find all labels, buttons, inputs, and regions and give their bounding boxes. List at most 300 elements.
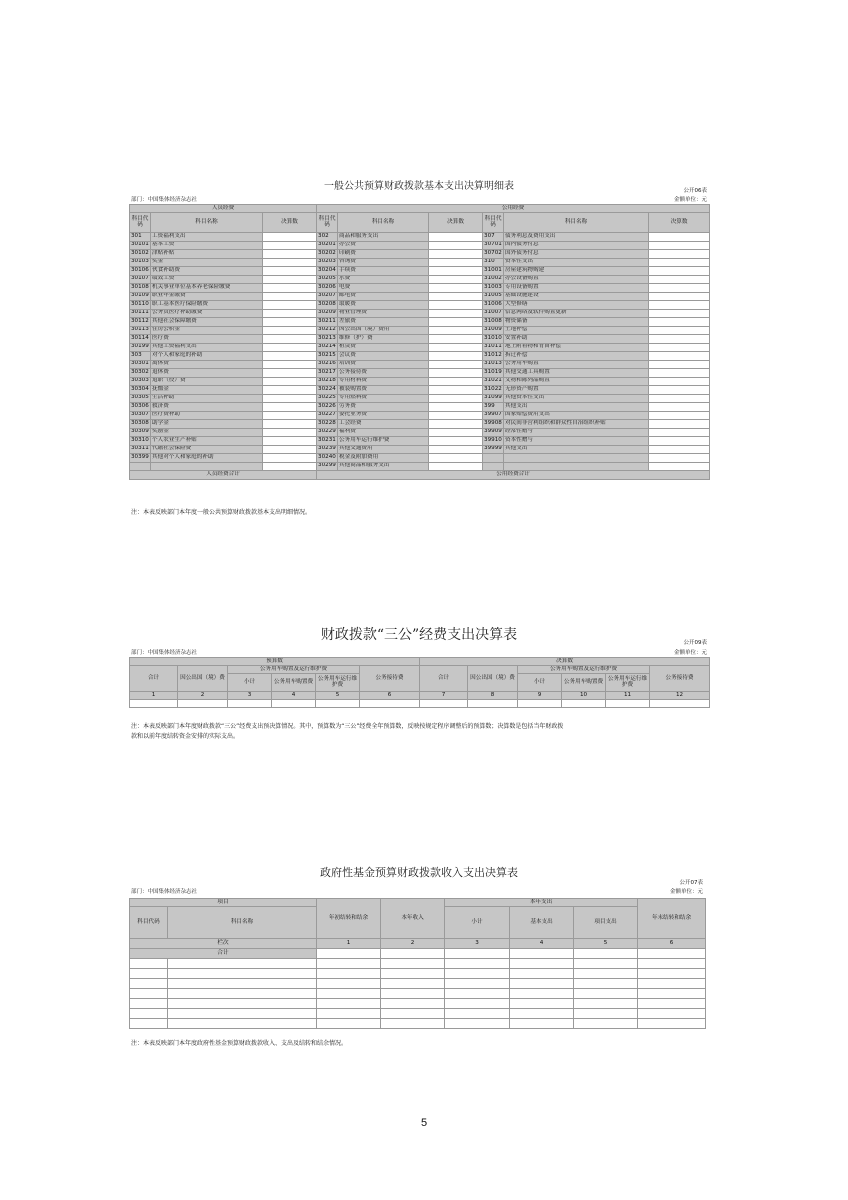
- table1-row: [130, 352, 710, 361]
- table3-title: 政府性基金预算财政拨款收入支出决算表: [320, 866, 518, 879]
- personnel-amount: [263, 462, 317, 471]
- public-amount: [649, 411, 710, 420]
- personnel-amount: [263, 284, 317, 293]
- table2-header-total: 合计: [420, 666, 468, 692]
- public-code: 39907: [483, 411, 504, 420]
- public-code: 30299: [317, 462, 338, 471]
- public-name: 其他交通工具购置: [504, 369, 649, 378]
- table3-col-number: 2: [381, 939, 445, 949]
- public-code: 30205: [317, 275, 338, 284]
- table3-col-number: 1: [317, 939, 381, 949]
- public-name: 维修（护）费: [338, 335, 429, 344]
- table2-col-number: 4: [272, 692, 316, 700]
- personnel-code: 30199: [130, 343, 151, 352]
- table3-data-row: [130, 989, 706, 999]
- personnel-code: 30310: [130, 437, 151, 446]
- public-name: 专用设备购置: [504, 284, 649, 293]
- personnel-code: 30306: [130, 403, 151, 412]
- table2-col-number: 7: [420, 692, 468, 700]
- public-name: 会议费: [338, 352, 429, 361]
- table1-row: [130, 360, 710, 369]
- table1-row: [130, 309, 710, 318]
- table3-data-row: [130, 1019, 706, 1029]
- public-code: 31006: [483, 301, 504, 310]
- public-name: 其他交通费用: [338, 445, 429, 454]
- public-amount: [649, 335, 710, 344]
- personnel-code: [130, 462, 151, 471]
- personnel-code: 30304: [130, 386, 151, 395]
- public-name: [504, 454, 649, 463]
- public-amount: [429, 292, 483, 301]
- table2-col-number: 1: [130, 692, 178, 700]
- table2-note-line2: 款和以前年度结转资金安排的实际支出。: [131, 733, 240, 740]
- personnel-code: 30108: [130, 284, 151, 293]
- public-code: 31003: [483, 284, 504, 293]
- public-name: 委托业务费: [338, 411, 429, 420]
- personnel-name: 绩效工资: [151, 275, 263, 284]
- personnel-amount: [263, 352, 317, 361]
- personnel-name: 代缴社会保险费: [151, 445, 263, 454]
- table3-data-row: [130, 979, 706, 989]
- table2-header-total: 合计: [130, 666, 178, 692]
- personnel-amount: [263, 309, 317, 318]
- table1-total-row: [130, 471, 710, 480]
- public-amount: [429, 233, 483, 242]
- personnel-name: 助学金: [151, 420, 263, 429]
- table2-note-line1: 注：本表反映部门本年度财政拨款“三公”经费支出预决算情况。其中，预算数为“三公”经费全年预算数，反映按规定程序调整后的预算数；决算数是包括当年财政拨: [131, 723, 564, 730]
- table3-col-number: 6: [638, 939, 706, 949]
- personnel-amount: [263, 360, 317, 369]
- public-amount: [649, 403, 710, 412]
- table3-total-label: 合计: [130, 949, 317, 959]
- public-code: 30226: [317, 403, 338, 412]
- table2-header-car-run: 公务用车运行维护费: [606, 674, 650, 692]
- table1-header-name: 科目名称: [151, 213, 263, 233]
- public-amount: [649, 454, 710, 463]
- public-name: 债务利息及费用支出: [504, 233, 649, 242]
- public-amount: [429, 386, 483, 395]
- public-name: 工会经费: [338, 420, 429, 429]
- table3-header-subtotal: 小计: [445, 907, 510, 939]
- personnel-amount: [263, 326, 317, 335]
- table1: [129, 204, 710, 480]
- page-number: 5: [420, 1117, 428, 1129]
- public-amount: [429, 275, 483, 284]
- public-amount: [429, 343, 483, 352]
- table1-row: [130, 335, 710, 344]
- table1-row: [130, 318, 710, 327]
- public-amount: [649, 377, 710, 386]
- public-name: 差旅费: [338, 318, 429, 327]
- table1-row: [130, 445, 710, 454]
- public-amount: [429, 258, 483, 267]
- public-code: 30209: [317, 309, 338, 318]
- public-amount: [649, 445, 710, 454]
- public-name: 资本性支出: [504, 258, 649, 267]
- table3-form-no: 公开07表: [679, 880, 703, 886]
- public-name: 劳务费: [338, 403, 429, 412]
- table2-header-reception: 公务接待费: [360, 666, 420, 692]
- public-code: 31021: [483, 377, 504, 386]
- public-name: 经常性赠与: [504, 428, 649, 437]
- public-name: 其他资本性支出: [504, 394, 649, 403]
- personnel-amount: [263, 420, 317, 429]
- public-name: 咨询费: [338, 258, 429, 267]
- public-name: 办公设备购置: [504, 275, 649, 284]
- public-code: 31011: [483, 343, 504, 352]
- public-amount: [649, 318, 710, 327]
- public-code: 31012: [483, 352, 504, 361]
- table2-col-number: 8: [468, 692, 518, 700]
- public-name: 专用燃料费: [338, 394, 429, 403]
- public-code: 30201: [317, 241, 338, 250]
- public-amount: [649, 258, 710, 267]
- personnel-code: 30302: [130, 369, 151, 378]
- table2-form-no: 公开09表: [683, 640, 707, 646]
- public-code: 30216: [317, 360, 338, 369]
- table3-header-expense: 本年支出: [445, 899, 638, 907]
- public-amount: [429, 250, 483, 259]
- public-name: 国内债务付息: [504, 241, 649, 250]
- personnel-code: 30107: [130, 275, 151, 284]
- table1-row: [130, 386, 710, 395]
- personnel-code: 30309: [130, 428, 151, 437]
- public-code: [483, 462, 504, 471]
- public-name: 其他支出: [504, 403, 649, 412]
- public-code: 30702: [483, 250, 504, 259]
- table1-row: [130, 454, 710, 463]
- public-amount: [649, 386, 710, 395]
- personnel-total-label: 人员经费合计: [130, 471, 317, 480]
- table3-dept: 部门：中国集体经济杂志社: [131, 889, 198, 895]
- public-amount: [649, 326, 710, 335]
- public-amount: [649, 462, 710, 471]
- public-name: 印刷费: [338, 250, 429, 259]
- table2-data-row: [130, 700, 710, 708]
- personnel-code: 30114: [130, 335, 151, 344]
- table3-data-row: [130, 969, 706, 979]
- public-name: 无形资产购置: [504, 386, 649, 395]
- public-name: 其他商品和服务支出: [338, 462, 429, 471]
- public-code: 30213: [317, 335, 338, 344]
- personnel-code: 301: [130, 233, 151, 242]
- table3-header-project: 项目支出: [574, 907, 638, 939]
- public-amount: [649, 292, 710, 301]
- public-amount: [649, 420, 710, 429]
- personnel-code: 30110: [130, 301, 151, 310]
- public-code: 31002: [483, 275, 504, 284]
- public-amount: [649, 309, 710, 318]
- table3-note: 注：本表反映部门本年度政府性基金预算财政拨款收入、支出及结转和结余情况。: [131, 1040, 348, 1047]
- public-code: 307: [483, 233, 504, 242]
- table1-header-amount: 决算数: [263, 213, 317, 233]
- public-name: 租赁费: [338, 343, 429, 352]
- personnel-amount: [263, 275, 317, 284]
- personnel-name: 职工基本医疗保险缴费: [151, 301, 263, 310]
- public-code: 39908: [483, 420, 504, 429]
- table1-row: [130, 437, 710, 446]
- public-code: 30240: [317, 454, 338, 463]
- table2-header-abroad: 因公出国（境）费: [178, 666, 228, 692]
- table2-col-number: 5: [316, 692, 360, 700]
- public-name: 被装购置费: [338, 386, 429, 395]
- table3: [129, 898, 706, 1029]
- personnel-amount: [263, 335, 317, 344]
- public-code: 30225: [317, 394, 338, 403]
- public-name: 土地补偿: [504, 326, 649, 335]
- personnel-name: 离休费: [151, 360, 263, 369]
- public-code: 31001: [483, 267, 504, 276]
- table2-header-reception: 公务接待费: [650, 666, 710, 692]
- public-amount: [429, 428, 483, 437]
- personnel-amount: [263, 301, 317, 310]
- public-code: 31005: [483, 292, 504, 301]
- public-amount: [429, 394, 483, 403]
- personnel-code: 30111: [130, 309, 151, 318]
- public-name: 国家赔偿费用支出: [504, 411, 649, 420]
- public-amount: [649, 360, 710, 369]
- public-name: 办公费: [338, 241, 429, 250]
- personnel-amount: [263, 343, 317, 352]
- table3-header-income: 本年收入: [381, 899, 445, 939]
- table1-header-name: 科目名称: [504, 213, 649, 233]
- public-amount: [649, 267, 710, 276]
- table2-header-abroad: 因公出国（境）费: [468, 666, 518, 692]
- personnel-code: 30301: [130, 360, 151, 369]
- public-name: 培训费: [338, 360, 429, 369]
- table3-header-basic: 基本支出: [510, 907, 574, 939]
- public-amount: [649, 394, 710, 403]
- table1-row: [130, 250, 710, 259]
- table1-group-public: 公用经费: [317, 205, 710, 213]
- table1-row: [130, 284, 710, 293]
- personnel-name: 其他对个人和家庭的补助: [151, 454, 263, 463]
- personnel-name: 奖金: [151, 258, 263, 267]
- public-amount: [649, 233, 710, 242]
- table3-header-item: 项目: [130, 899, 317, 907]
- personnel-code: 303: [130, 352, 151, 361]
- public-code: 399: [483, 403, 504, 412]
- table3-header-carry-end: 年末结转和结余: [638, 899, 706, 939]
- table1-row: [130, 241, 710, 250]
- table1-header-code: 科目代码: [483, 213, 504, 233]
- public-name: 公务接待费: [338, 369, 429, 378]
- public-name: 地上附着物和青苗补偿: [504, 343, 649, 352]
- public-name: 文物和陈列品购置: [504, 377, 649, 386]
- public-amount: [429, 284, 483, 293]
- public-amount: [429, 360, 483, 369]
- public-code: 30208: [317, 301, 338, 310]
- table1-row: [130, 394, 710, 403]
- personnel-amount: [263, 394, 317, 403]
- public-code: 30229: [317, 428, 338, 437]
- public-amount: [649, 275, 710, 284]
- table1-row: [130, 420, 710, 429]
- public-code: 30701: [483, 241, 504, 250]
- personnel-amount: [263, 411, 317, 420]
- public-name: 房屋建筑物购建: [504, 267, 649, 276]
- public-code: 30202: [317, 250, 338, 259]
- personnel-name: [151, 462, 263, 471]
- personnel-name: 职业年金缴费: [151, 292, 263, 301]
- public-amount: [649, 352, 710, 361]
- public-amount: [429, 462, 483, 471]
- public-code: [483, 454, 504, 463]
- table2-header-subtotal: 小计: [518, 674, 562, 692]
- public-name: 拆迁补偿: [504, 352, 649, 361]
- table2-header-car-group: 公务用车购置及运行维护费: [228, 666, 360, 674]
- table1-row: [130, 233, 710, 242]
- public-code: 31009: [483, 326, 504, 335]
- personnel-amount: [263, 318, 317, 327]
- table3-col-number: 4: [510, 939, 574, 949]
- public-amount: [429, 309, 483, 318]
- public-amount: [649, 284, 710, 293]
- personnel-amount: [263, 403, 317, 412]
- table1-group-personnel: 人员经费: [130, 205, 317, 213]
- public-amount: [649, 369, 710, 378]
- public-name: 福利费: [338, 428, 429, 437]
- personnel-name: 其他工资福利支出: [151, 343, 263, 352]
- table1-header-code: 科目代码: [130, 213, 151, 233]
- table2-unit: 金额单位：元: [673, 650, 707, 656]
- public-name: [504, 462, 649, 471]
- personnel-code: 30399: [130, 454, 151, 463]
- personnel-name: 医疗费: [151, 335, 263, 344]
- public-name: 因公出国（境）费用: [338, 326, 429, 335]
- public-name: 商品和服务支出: [338, 233, 429, 242]
- personnel-name: 工资福利支出: [151, 233, 263, 242]
- public-name: 基础设施建设: [504, 292, 649, 301]
- public-code: 30239: [317, 445, 338, 454]
- table1-row: [130, 403, 710, 412]
- public-amount: [429, 326, 483, 335]
- public-code: 31008: [483, 318, 504, 327]
- personnel-name: 生活补助: [151, 394, 263, 403]
- public-name: 大型修缮: [504, 301, 649, 310]
- public-amount: [429, 301, 483, 310]
- table2-col-number: 9: [518, 692, 562, 700]
- table3-header-carry-begin: 年初结转和结余: [317, 899, 381, 939]
- personnel-name: 住房公积金: [151, 326, 263, 335]
- public-code: 39909: [483, 428, 504, 437]
- public-amount: [429, 369, 483, 378]
- personnel-name: 奖励金: [151, 428, 263, 437]
- personnel-name: 伙食补助费: [151, 267, 263, 276]
- public-amount: [429, 454, 483, 463]
- public-name: 其他支出: [504, 445, 649, 454]
- table3-col-number: 3: [445, 939, 510, 949]
- public-name: 专用材料费: [338, 377, 429, 386]
- public-code: 39910: [483, 437, 504, 446]
- public-name: 公务用车运行维护费: [338, 437, 429, 446]
- public-code: 30224: [317, 386, 338, 395]
- table1-header-amount: 决算数: [649, 213, 710, 233]
- public-code: 30228: [317, 420, 338, 429]
- table2-budget-group: 预算数: [130, 658, 420, 666]
- table1-row: [130, 301, 710, 310]
- personnel-amount: [263, 241, 317, 250]
- table1-row: [130, 369, 710, 378]
- personnel-name: 抚恤金: [151, 386, 263, 395]
- table1-row: [130, 267, 710, 276]
- public-code: 30203: [317, 258, 338, 267]
- personnel-amount: [263, 369, 317, 378]
- public-code: 30218: [317, 377, 338, 386]
- table1-dept: 部门：中国集体经济杂志社: [131, 197, 198, 203]
- public-name: 资本性赠与: [504, 437, 649, 446]
- public-code: 31013: [483, 360, 504, 369]
- personnel-code: 30305: [130, 394, 151, 403]
- personnel-name: 公务员医疗补助缴费: [151, 309, 263, 318]
- personnel-amount: [263, 258, 317, 267]
- table1-unit: 金额单位：元: [673, 197, 707, 203]
- personnel-code: 30113: [130, 326, 151, 335]
- public-amount: [649, 301, 710, 310]
- table2-col-number: 2: [178, 692, 228, 700]
- personnel-name: 退职（役）费: [151, 377, 263, 386]
- public-name: 水费: [338, 275, 429, 284]
- public-total-label: 公用经费合计: [317, 471, 710, 480]
- table3-data-row: [130, 999, 706, 1009]
- table1-note: 注：本表反映部门本年度一般公共预算财政拨款基本支出明细情况。: [131, 509, 312, 516]
- public-name: 取暖费: [338, 301, 429, 310]
- personnel-amount: [263, 437, 317, 446]
- table2-col-number: 10: [562, 692, 606, 700]
- personnel-amount: [263, 292, 317, 301]
- table3-data-row: [130, 959, 706, 969]
- public-name: 邮电费: [338, 292, 429, 301]
- table3-header-code: 科目代码: [130, 907, 168, 939]
- public-name: 物业管理费: [338, 309, 429, 318]
- table3-col-label: 栏次: [130, 939, 317, 949]
- public-name: 信息网络及软件购置更新: [504, 309, 649, 318]
- table1-row: [130, 428, 710, 437]
- personnel-code: 30112: [130, 318, 151, 327]
- public-amount: [649, 437, 710, 446]
- table3-data-row: [130, 1009, 706, 1019]
- table1-form-no: 公开06表: [683, 188, 707, 194]
- table2-header-car-buy: 公务用车购置费: [562, 674, 606, 692]
- personnel-name: 退休费: [151, 369, 263, 378]
- public-amount: [649, 250, 710, 259]
- public-code: 30215: [317, 352, 338, 361]
- public-name: 安置补助: [504, 335, 649, 344]
- public-amount: [429, 420, 483, 429]
- public-name: 税金及附加费用: [338, 454, 429, 463]
- public-code: 30207: [317, 292, 338, 301]
- table2: [129, 657, 710, 708]
- public-amount: [649, 343, 710, 352]
- table2-col-number: 12: [650, 692, 710, 700]
- personnel-amount: [263, 233, 317, 242]
- public-code: 39999: [483, 445, 504, 454]
- table1-header-name: 科目名称: [338, 213, 429, 233]
- table1-row: [130, 462, 710, 471]
- personnel-amount: [263, 386, 317, 395]
- personnel-amount: [263, 267, 317, 276]
- personnel-code: 30308: [130, 420, 151, 429]
- table1-row: [130, 326, 710, 335]
- table1-row: [130, 275, 710, 284]
- public-amount: [649, 428, 710, 437]
- public-name: 手续费: [338, 267, 429, 276]
- table2-col-number: 3: [228, 692, 272, 700]
- table2-col-number: 11: [606, 692, 650, 700]
- public-code: 30214: [317, 343, 338, 352]
- personnel-name: 机关事业单位基本养老保险缴费: [151, 284, 263, 293]
- public-amount: [429, 403, 483, 412]
